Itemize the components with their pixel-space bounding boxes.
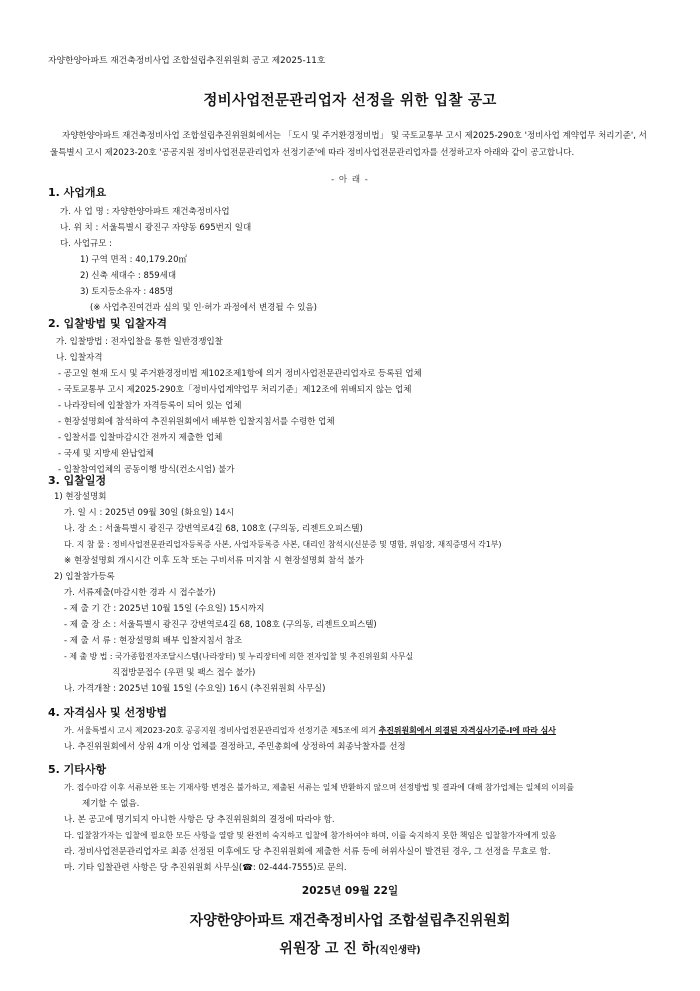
section3-line: 나. 가격개찰 : 2025년 10월 15일 (수요일) 16시 (추진위원회 사무실) bbox=[64, 684, 326, 694]
section4-line-text: 가. 서울특별시 고시 제2023-20호 공공지원 정비사업전문관리업자 선정기준 제5조에 의거 bbox=[64, 726, 379, 735]
seal-note: (직인생략) bbox=[375, 945, 421, 956]
separator-text: - 아 래 - bbox=[331, 175, 369, 185]
section2-line: 나. 입찰자격 bbox=[56, 353, 103, 363]
section3-line: 가. 일 시 : 2025년 09월 30일 (화요일) 14시 bbox=[64, 508, 235, 518]
section3-line: 직접방문접수 (우편 및 팩스 접수 불가) bbox=[112, 668, 256, 678]
section3-line: 나. 장 소 : 서울특별시 광진구 강변역로4길 68, 108호 (구의동, 리젠트오피스텔) bbox=[64, 524, 363, 534]
section2-heading: 2. 입찰방법 및 입찰자격 bbox=[48, 317, 167, 330]
section1-line: (※ 사업추진여건과 심의 및 인·허가 과정에서 변경될 수 있음) bbox=[90, 303, 317, 313]
section3-line: - 제 출 기 간 : 2025년 10월 15일 (수요일) 15시까지 bbox=[64, 604, 265, 614]
section2-line: - 나라장터에 입찰참가 자격등록이 되어 있는 업체 bbox=[58, 401, 242, 411]
section3-line: 1) 현장설명회 bbox=[54, 492, 107, 502]
section1-line: 나. 위 치 : 서울특별시 광진구 자양동 695번지 일대 bbox=[60, 223, 252, 233]
section3-line: - 제 출 장 소 : 서울특별시 광진구 강변역로4길 68, 108호 (구의동, 리젠트오피스텔) bbox=[64, 620, 377, 630]
chairperson-line bbox=[0, 940, 700, 958]
section3-heading: 3. 입찰일정 bbox=[48, 474, 107, 487]
section2-line: - 입찰서를 입찰마감시간 전까지 제출한 업체 bbox=[58, 433, 223, 443]
section5-line: 마. 기타 입찰관련 사항은 당 추진위원회 사무실(☎: 02-444-7555)로 문의. bbox=[64, 863, 347, 873]
page-title: 정비사업전문관리업자 선정을 위한 입찰 공고 bbox=[203, 93, 497, 109]
chairperson-name: 위원장 고 진 하 bbox=[279, 941, 376, 957]
notice-number: 자양한양아파트 재건축정비사업 조합설립추진위원회 공고 제2025-11호 bbox=[48, 56, 326, 66]
section4-heading: 4. 자격심사 및 선정방법 bbox=[48, 706, 167, 719]
section2-line: - 현장설명회에 참석하여 추진위원회에서 배부한 입찰지침서를 수령한 업체 bbox=[58, 417, 335, 427]
section3-line: 가. 서류제출(마감시한 경과 시 접수불가) bbox=[64, 588, 216, 598]
section4-emphasis: 추진위원회에서 의결된 자격심사기준-Ⅰ에 따라 심사 bbox=[378, 726, 556, 735]
section5-line: 나. 본 공고에 명기되지 아니한 사항은 당 추진위원회의 결정에 따라야 함. bbox=[64, 815, 335, 825]
section1-line: 2) 신축 세대수 : 859세대 bbox=[80, 271, 177, 281]
section3-line: 2) 입찰참가등록 bbox=[54, 572, 115, 582]
section1-line: 3) 토지등소유자 : 485명 bbox=[80, 287, 174, 297]
section2-line: - 입찰참여업체의 공동이행 방식(컨소시엄) 불가 bbox=[58, 465, 235, 475]
section3-line: - 제 출 서 류 : 현장설명회 배부 입찰지침서 참조 bbox=[64, 636, 243, 646]
section1-heading: 1. 사업개요 bbox=[48, 186, 107, 199]
organization-name: 자양한양아파트 재건축정비사업 조합설립추진위원회 bbox=[189, 913, 511, 929]
section2-line: 가. 입찰방법 : 전자입찰을 통한 일반경쟁입찰 bbox=[56, 337, 223, 347]
section5-line: 라. 정비사업전문관리업자로 최종 선정된 이후에도 당 추진위원회에 제출한 서류 등에 허위사실이 발견된 경우, 그 선정을 무효로 함. bbox=[64, 847, 551, 857]
section3-line: ※ 현장설명회 개시시간 이후 도착 또는 구비서류 미지참 시 현장설명회 참석 불가 bbox=[64, 556, 364, 566]
intro-paragraph: 자양한양아파트 재건축정비사업 조합설립추진위원회에서는 「도시 및 주거환경정비법」 및 국토교통부 고시 제2025-290호 '정비사업 계약업무 처리기준', 서울특별시 고시 제2023-20호 '공공지원 정비사업전문관리업자 선정기준'에 따라 정비사업전문관리업자를 선정하고자 아래와 같이 공고합니다. bbox=[50, 131, 647, 158]
section2-line: - 국토교통부 고시 제2025-290호「정비사업계약업무 처리기준」제12조에 위배되지 않는 업체 bbox=[58, 385, 412, 395]
section5-line: 가. 접수마감 이후 서류보완 또는 기재사항 변경은 불가하고, 제출된 서류는 일체 반환하지 않으며 선정방법 및 결과에 대해 참가업체는 일체의 이의를 bbox=[64, 783, 575, 792]
section1-line: 가. 사 업 명 : 자양한양아파트 재건축정비사업 bbox=[60, 207, 230, 217]
section4-line: 나. 추진위원회에서 상위 4개 이상 업체를 결정하고, 주민총회에 상정하여 최종낙찰자를 선정 bbox=[64, 742, 406, 752]
section1-line: 다. 사업규모 : bbox=[60, 239, 113, 249]
notice-date: 2025년 09월 22일 bbox=[301, 885, 399, 897]
section3-line: - 제 출 방 법 : 국가종합전자조달시스템(나라장터) 및 누리장터에 의한 전자입찰 및 추진위원회 사무실 bbox=[64, 652, 414, 661]
section1-line: 1) 구역 면적 : 40,179.20㎡ bbox=[80, 255, 187, 265]
section2-line: - 공고일 현재 도시 및 주거환경정비법 제102조제1항에 의거 정비사업전문관리업자로 등록된 업체 bbox=[58, 369, 422, 379]
section5-line: 다. 입찰참가자는 입찰에 필요한 모든 사항을 열람 및 완전히 숙지하고 입찰에 참가하여야 하며, 이를 숙지하지 못한 책임은 입찰참가자에게 있음 bbox=[64, 831, 557, 840]
section2-line: - 국세 및 지방세 완납업체 bbox=[58, 449, 154, 459]
section5-line: 제기할 수 없음. bbox=[82, 799, 140, 809]
section3-line: 다. 지 참 물 : 정비사업전문관리업자등록증 사본, 사업자등록증 사본, 대리인 참석시(신분증 및 명함, 위임장, 재직증명서 각1부) bbox=[64, 540, 502, 549]
section5-heading: 5. 기타사항 bbox=[48, 763, 107, 776]
section4-line bbox=[64, 726, 556, 736]
